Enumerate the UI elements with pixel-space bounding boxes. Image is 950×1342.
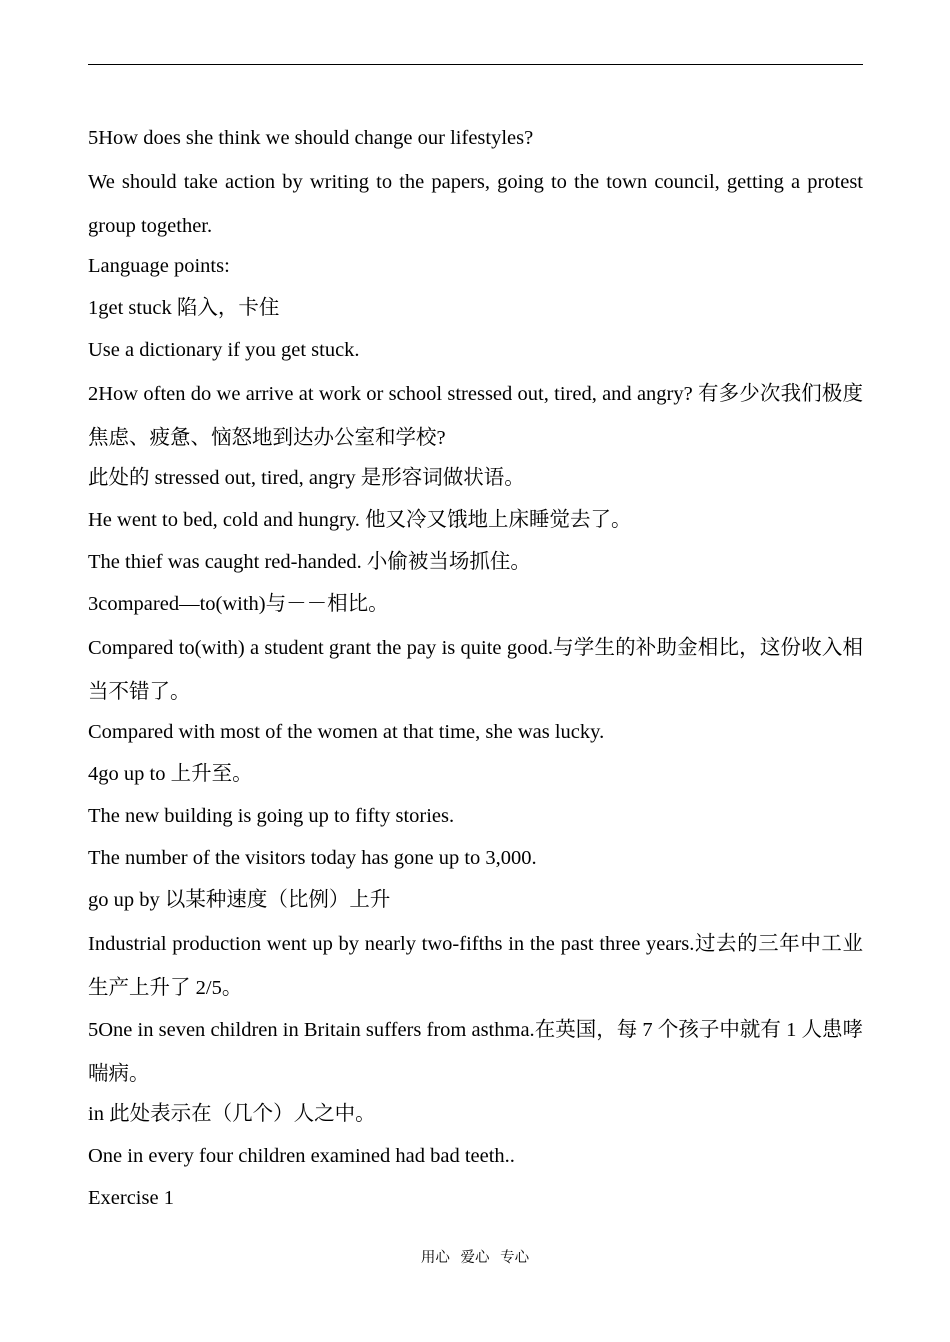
answer-5: We should take action by writing to the papers, going to the town council, getting a protest group together.	[88, 171, 863, 237]
example-sentence: One in every four children examined had bad teeth..	[88, 1145, 515, 1167]
document-body	[88, 118, 863, 1220]
point-1: 1get stuck 陷入，卡住	[88, 297, 280, 319]
example-sentence: Use a dictionary if you get stuck.	[88, 339, 360, 361]
explanation: go up by 以某种速度（比例）上升	[88, 889, 391, 911]
explanation: in 此处表示在（几个）人之中。	[88, 1103, 376, 1125]
example-sentence: He went to bed, cold and hungry. 他又冷又饿地上床睡觉去了。	[88, 509, 632, 531]
explanation: 此处的 stressed out, tired, angry 是形容词做状语。	[88, 467, 525, 489]
header-rule	[88, 64, 863, 65]
question-5: 5How does she think we should change our lifestyles?	[88, 127, 534, 149]
example-sentence: The thief was caught red-handed. 小偷被当场抓住。	[88, 551, 531, 573]
point-3: 3compared—to(with)与－－相比。	[88, 593, 389, 615]
point-5: 5One in seven children in Britain suffers from asthma.在英国，每 7 个孩子中就有 1 人患哮喘病。	[88, 1019, 863, 1085]
point-4: 4go up to 上升至。	[88, 763, 253, 785]
section-heading: Language points:	[88, 255, 230, 277]
example-sentence: The new building is going up to fifty stories.	[88, 805, 455, 827]
example-sentence: Compared with most of the women at that time, she was lucky.	[88, 721, 605, 743]
point-2: 2How often do we arrive at work or school stressed out, tired, and angry? 有多少次我们极度焦虑、疲惫、恼怒地到达办公室和学校?	[88, 383, 863, 449]
exercise-heading: Exercise 1	[88, 1187, 174, 1209]
page-footer: 用心 爱心 专心	[420, 1250, 530, 1266]
example-sentence: Compared to(with) a student grant the pay is quite good.与学生的补助金相比，这份收入相当不错了。	[88, 637, 863, 703]
example-sentence: The number of the visitors today has gone up to 3,000.	[88, 847, 537, 869]
example-sentence: Industrial production went up by nearly two-fifths in the past three years.过去的三年中工业生产上升了 2/5。	[88, 933, 863, 999]
